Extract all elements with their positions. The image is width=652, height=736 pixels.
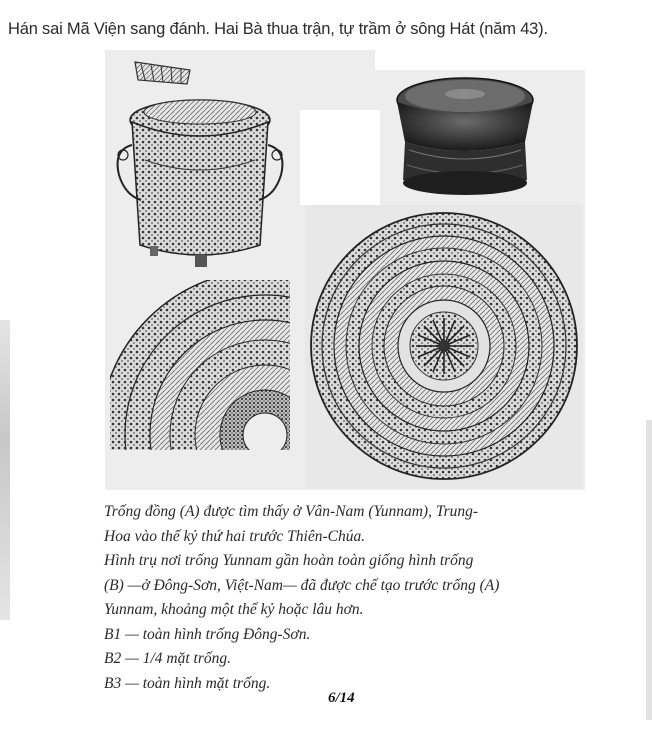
illustration-plate [105, 50, 585, 490]
scan-edge-right [646, 420, 652, 720]
caption-line: B3 — toàn hình mặt trống. [104, 674, 271, 692]
caption-line: (B) —ở Đông-Sơn, Việt-Nam— đã được chế tạo trước trống (A) [104, 576, 500, 594]
caption-line: B2 — 1/4 mặt trống. [104, 650, 232, 667]
caption-line: Trống đồng (A) được tìm thấy ở Vân-Nam (Yunnam), Trung- [104, 503, 479, 520]
scan-edge-left [0, 320, 10, 620]
illustration-plate-svg [105, 50, 585, 490]
dong-son-drum-photo-icon [397, 78, 533, 195]
caption-line: B1 — toàn hình trống Đông-Sơn. [104, 625, 311, 643]
drum-face-full-icon [305, 205, 583, 488]
page-number: 6/14 [328, 690, 355, 706]
page-heading: Hán sai Mã Viện sang đánh. Hai Bà thua trận, tự trầm ở sông Hát (năm 43). [8, 20, 548, 38]
caption-line: Yunnam, khoảng một thế kỷ hoặc lâu hơn. [104, 601, 364, 618]
plate-notch-middle [300, 110, 380, 205]
caption-line: Hình trụ nơi trống Yunnam gần hoàn toàn giống hình trống [104, 552, 474, 569]
plate-notch-top [375, 50, 585, 70]
figure-caption [104, 500, 604, 696]
caption-line: Hoa vào thế kỷ thứ hai trước Thiên-Chúa. [104, 527, 366, 545]
